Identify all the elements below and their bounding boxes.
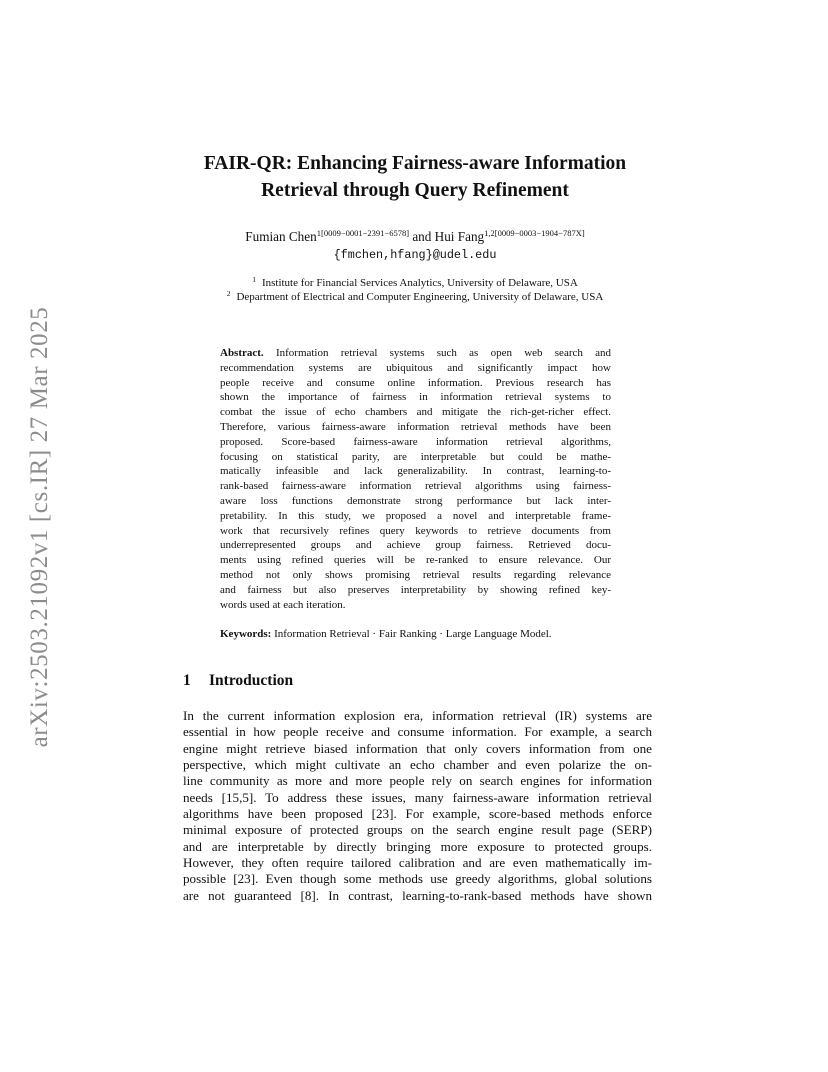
keywords-text: Information Retrieval · Fair Ranking · Large Language Model. — [274, 628, 552, 640]
title-line: FAIR-QR: Enhancing Fairness-aware Information — [203, 153, 627, 174]
abstract-line: pretability. In this study, we proposed a novel and interpretable frame- — [220, 509, 611, 522]
abstract-line: matically infeasible and lack generalizability. In contrast, learning-to- — [220, 465, 611, 478]
body-line: minimal exposure of protected groups on the search engine result page (SERP) — [183, 822, 652, 838]
author-name: Hui Fang — [434, 229, 485, 244]
abstract-line: rank-based fairness-aware information retrieval algorithms using fairness- — [220, 480, 611, 493]
body-line: needs [15,5]. To address these issues, many fairness-aware information retrieval — [183, 789, 652, 805]
abstract-line: proposed. Score-based fairness-aware information retrieval algorithms, — [220, 435, 611, 448]
title-line: Retrieval through Query Refinement — [261, 180, 569, 201]
body-line: However, they often require tailored calibration and are even mathematically im- — [183, 855, 652, 871]
author-orcid-mark: 1[0009−0001−2391−6578] — [316, 228, 410, 238]
abstract-line — [220, 346, 611, 361]
keywords-label: Keywords: — [220, 628, 272, 640]
abstract-line: focusing on statistical parity, are interpretable but could be mathe- — [220, 450, 611, 463]
body-line: In the current information explosion era, information retrieval (IR) systems are — [183, 708, 652, 723]
abstract-line: method not only shows promising retrieval results regarding relevance — [220, 568, 611, 581]
abstract-line: words used at each iteration. — [220, 598, 346, 611]
introduction-paragraph — [183, 708, 652, 904]
affiliation-text: Institute for Financial Services Analytics, University of Delaware, USA — [261, 277, 578, 289]
body-line: essential in how people receive and consume information. For example, a search — [183, 724, 652, 740]
abstract-line: work that recursively refines query keywords to retrieve documents from — [220, 524, 611, 537]
abstract-line: and fairness but also preserves interpretability by showing refined key- — [220, 583, 611, 596]
author-connector: and — [412, 229, 432, 244]
abstract-text: Information retrieval systems such as open web search and — [275, 347, 612, 359]
section-heading — [183, 671, 293, 691]
body-line: possible [23]. Even though some methods use greedy algorithms, global solutions — [183, 871, 652, 887]
affiliation-mark: 2 — [226, 289, 231, 298]
section-title: Introduction — [209, 672, 294, 689]
body-line: line community as more and more people rely on search engines for information — [183, 773, 652, 789]
body-line: are not guaranteed [8]. In contrast, learning-to-rank-based methods have shown — [183, 887, 652, 903]
paper-title — [150, 150, 680, 204]
author-name: Fumian Chen — [245, 229, 317, 244]
abstract-line: ments using refined queries will be re-ranked to ensure relevance. Our — [220, 554, 611, 567]
arxiv-identifier-stamp: arXiv:2503.21092v1 [cs.IR] 27 Mar 2025 — [26, 306, 53, 748]
abstract-line: underrepresented groups and achieve group fairness. Retrieved docu- — [220, 539, 611, 552]
body-line: perspective, which might cultivate an echo chamber and even polarize the on- — [183, 757, 652, 773]
body-line: engine might retrieve biased information that only covers information from one — [183, 740, 652, 756]
author-email: {fmchen,hfang}@udel.edu — [333, 248, 497, 262]
abstract-line: people receive and consume online information. Previous research has — [220, 376, 611, 389]
body-line: algorithms have been proposed [23]. For example, score-based methods enforce — [183, 806, 652, 822]
author-line — [150, 228, 680, 246]
affiliation — [150, 290, 680, 305]
keywords — [220, 627, 620, 642]
affiliation-text: Department of Electrical and Computer Engineering, University of Delaware, USA — [236, 291, 604, 303]
affiliation-mark: 1 — [252, 275, 256, 284]
body-line: and are interpretable by directly bringing more exposure to protected groups. — [183, 838, 652, 854]
abstract — [220, 346, 611, 612]
section-number: 1 — [183, 672, 191, 689]
abstract-line: shown the importance of fairness in information retrieval systems to — [220, 391, 611, 404]
abstract-line: recommendation systems are ubiquitous and significantly impact how — [220, 361, 611, 374]
abstract-line: Therefore, various fairness-aware information retrieval methods have been — [220, 420, 611, 433]
author-orcid-mark: 1,2[0009−0003−1904−787X] — [484, 228, 585, 238]
abstract-line: combat the issue of echo chambers and mitigate the rich-get-richer effect. — [220, 406, 611, 419]
abstract-line: aware loss functions demonstrate strong performance but lack inter- — [220, 494, 611, 507]
abstract-label: Abstract. — [220, 347, 264, 359]
